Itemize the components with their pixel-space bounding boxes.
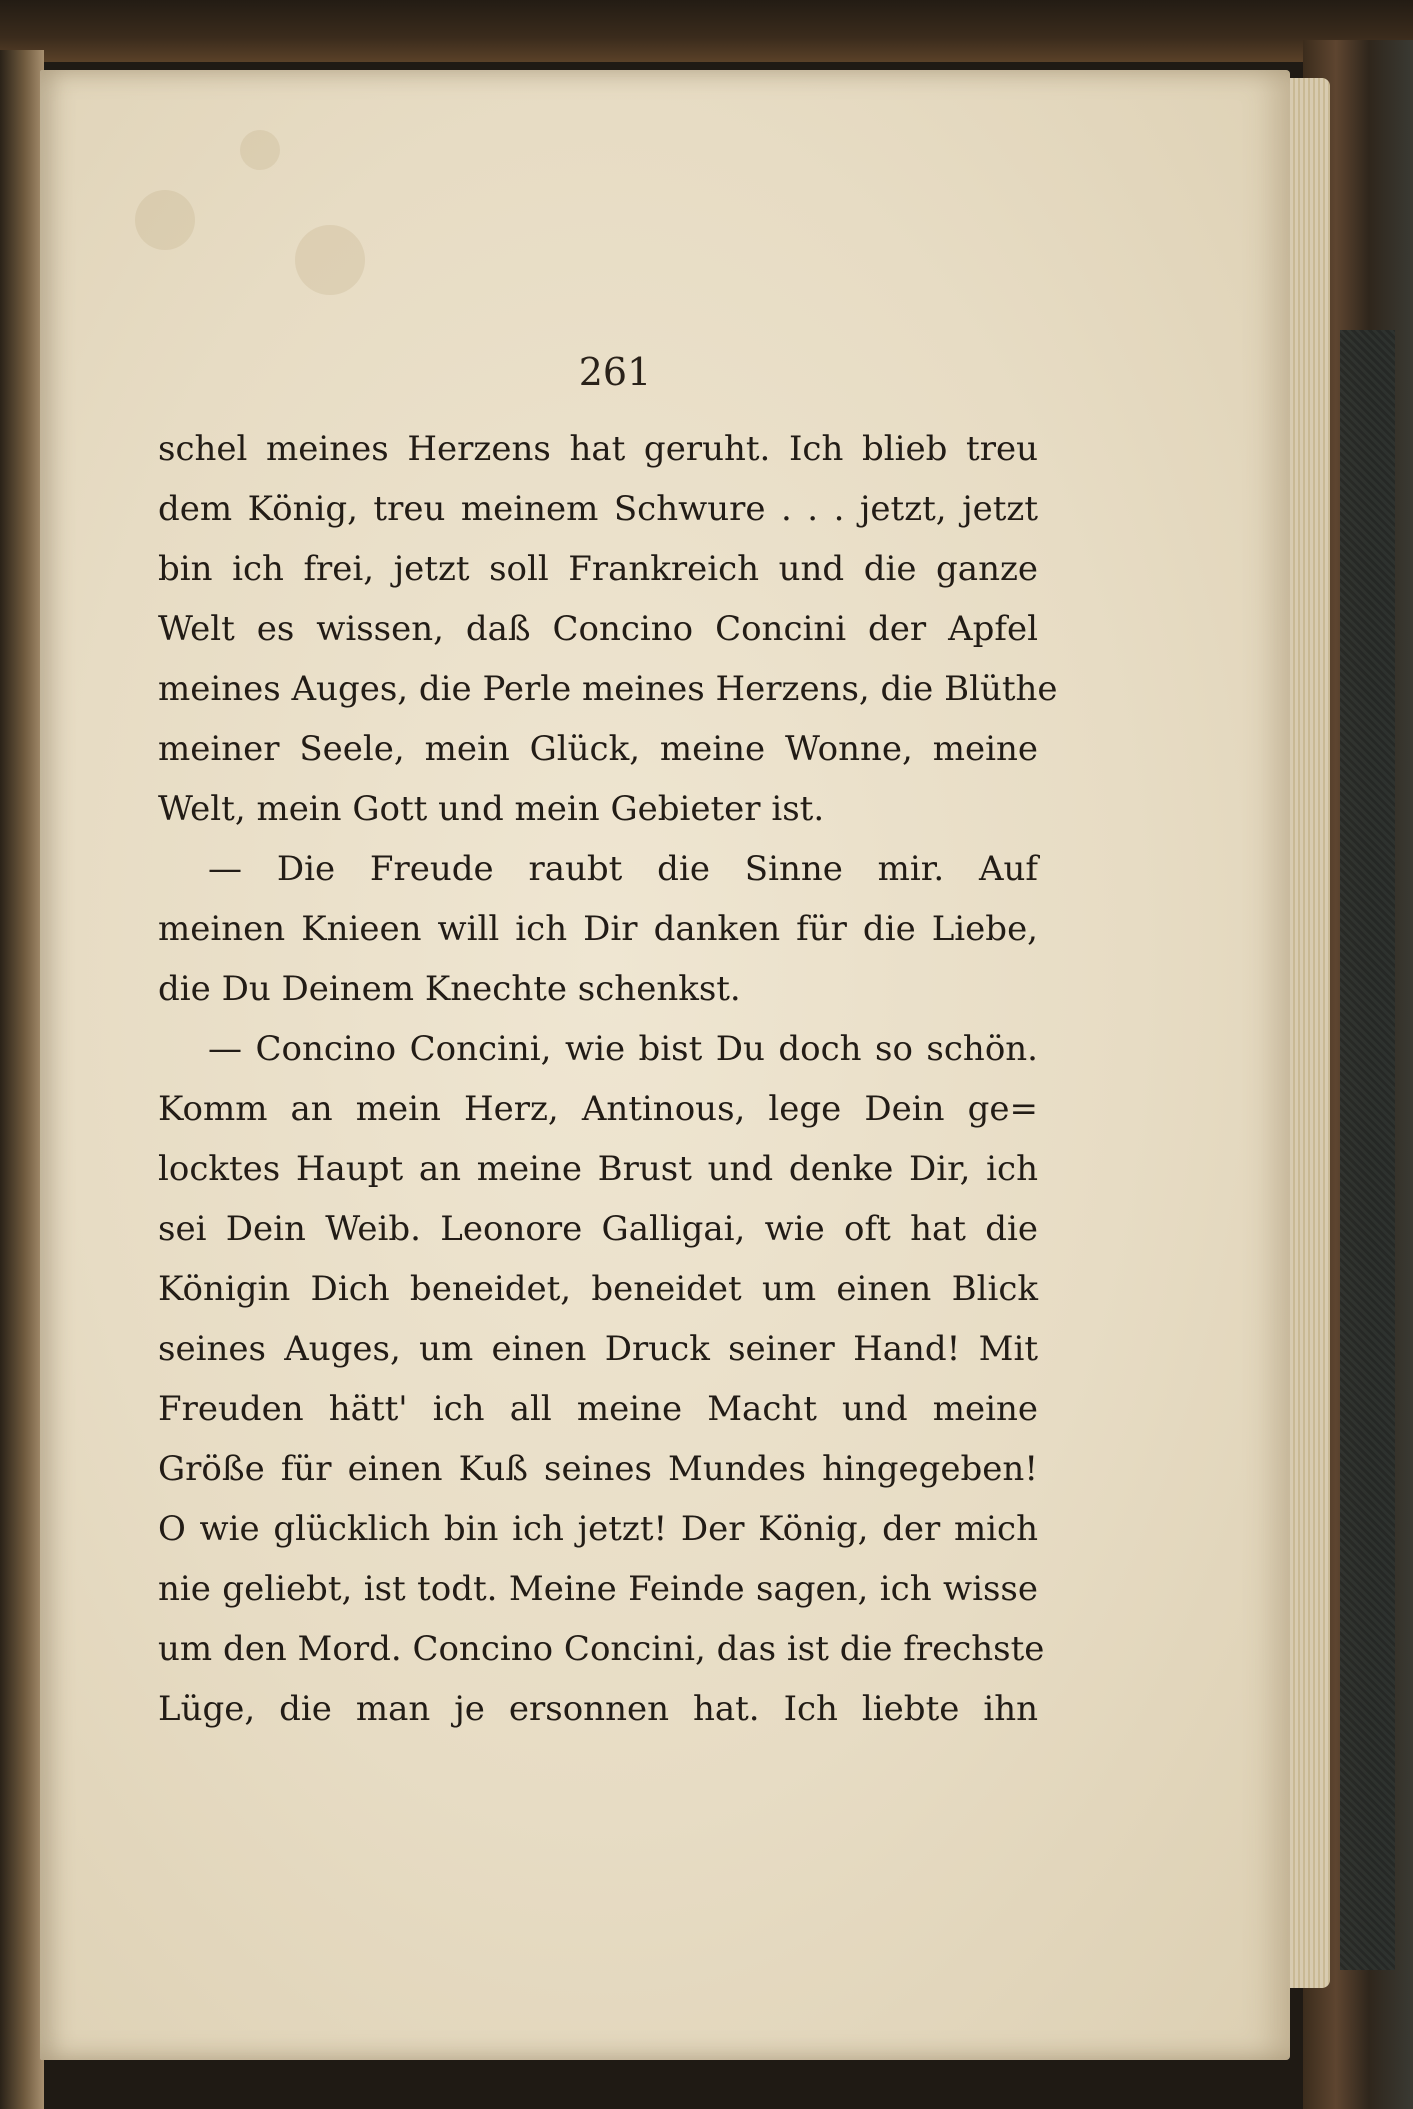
text-line: Freuden hätt' ich all meine Macht und meine <box>158 1389 1038 1429</box>
text-line: Größe für einen Kuß seines Mundes hingegeben! <box>158 1449 1038 1489</box>
text-line: bin ich frei, jetzt soll Frankreich und die ganze <box>158 549 1038 589</box>
text-line: Lüge, die man je ersonnen hat. Ich liebte ihn <box>158 1689 1038 1729</box>
text-line: sei Dein Weib. Leonore Galligai, wie oft hat die <box>158 1209 1038 1249</box>
foxing-spot <box>240 130 280 170</box>
book-binding-top <box>0 0 1413 62</box>
text-line: dem König, treu meinem Schwure . . . jetzt, jetzt <box>158 489 1038 529</box>
text-line: — Concino Concini, wie bist Du doch so schön. <box>208 1029 1038 1069</box>
text-line: seines Auges, um einen Druck seiner Hand! Mit <box>158 1329 1038 1369</box>
text-line: Welt, mein Gott und mein Gebieter ist. <box>158 789 825 829</box>
cover-cloth-texture <box>1340 330 1395 1970</box>
text-line: Königin Dich beneidet, beneidet um einen Blick <box>158 1269 1038 1309</box>
page-number: 261 <box>578 350 652 394</box>
text-line: die Du Deinem Knechte schenkst. <box>158 969 741 1009</box>
text-line: O wie glücklich bin ich jetzt! Der König, der mich <box>158 1509 1038 1549</box>
text-line: nie geliebt, ist todt. Meine Feinde sagen, ich wisse <box>158 1569 1038 1609</box>
foxing-spot <box>135 190 195 250</box>
text-line: meines Auges, die Perle meines Herzens, die Blüthe <box>158 669 1058 709</box>
text-line: um den Mord. Concino Concini, das ist die frechste <box>158 1629 1045 1669</box>
foxing-spot <box>295 225 365 295</box>
text-line: meiner Seele, mein Glück, meine Wonne, meine <box>158 729 1038 769</box>
book-page <box>40 70 1290 2060</box>
text-line: Welt es wissen, daß Concino Concini der Apfel <box>158 609 1038 649</box>
text-line: Komm an mein Herz, Antinous, lege Dein ge= <box>158 1089 1038 1129</box>
book-spine-left-edge <box>0 50 44 2109</box>
text-line: locktes Haupt an meine Brust und denke Dir, ich <box>158 1149 1038 1189</box>
text-line: schel meines Herzens hat geruht. Ich blieb treu <box>158 429 1038 469</box>
text-line: meinen Knieen will ich Dir danken für die Liebe, <box>158 909 1038 949</box>
text-line: — Die Freude raubt die Sinne mir. Auf <box>208 849 1038 889</box>
